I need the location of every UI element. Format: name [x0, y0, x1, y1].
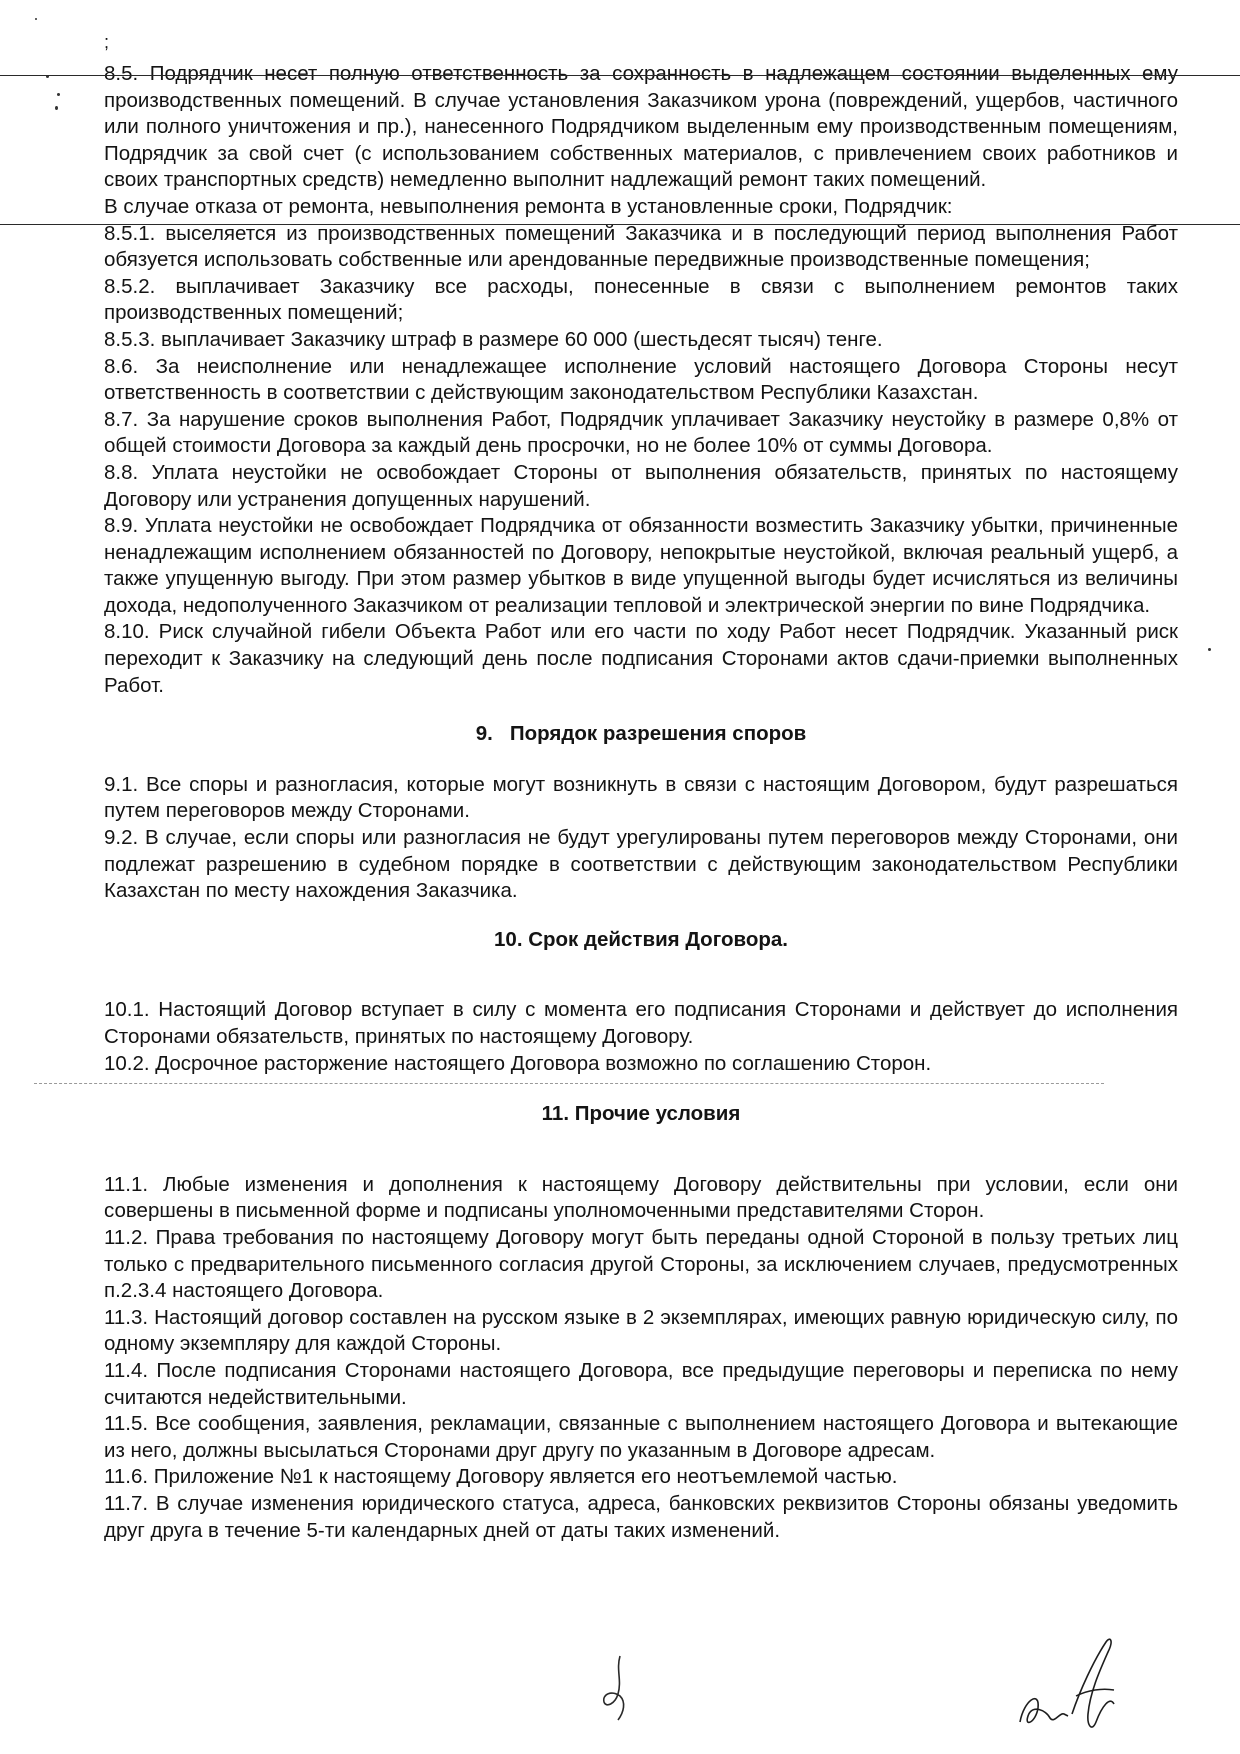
- clause-8-5-refusal: В случае отказа от ремонта, невыполнения ремонта в установленные сроки, Подрядчик:: [104, 194, 953, 218]
- clause-11-5: 11.5. Все сообщения, заявления, рекламации, связанные с выполнением настоящего Договора и вытекающие из него, должны высылаться Сторонами друг другу по указанным в Договоре адресам.: [104, 1412, 1178, 1462]
- separator: [104, 1077, 1178, 1087]
- scan-speck: [57, 93, 60, 96]
- clause-8-5-3: 8.5.3. выплачивает Заказчику штраф в размере 60 000 (шестьдесят тысяч) тенге.: [104, 327, 1178, 354]
- section-10-heading: 10. Срок действия Договора.: [494, 927, 788, 951]
- clause-9-1: 9.1. Все споры и разногласия, которые могут возникнуть в связи с настоящим Договором, будут разрешаться путем переговоров между Сторонами.: [104, 772, 1178, 823]
- top-mark: ;: [104, 32, 110, 52]
- scan-speck: [35, 18, 37, 20]
- section-9-heading: 9. Порядок разрешения споров: [475, 722, 807, 746]
- clause-10-2: 10.2. Досрочное расторжение настоящего Договора возможно по соглашению Сторон.: [104, 1051, 932, 1075]
- clause-9-2: 9.2. В случае, если споры или разногласия не будут урегулированы путем переговоров между Сторонами, они подлежат разрешению в судебном порядке в соответствии с действующим законодательством Республики Казахстан по месту нахождения Заказчика.: [104, 826, 1178, 903]
- clause-8-7: 8.7. За нарушение сроков выполнения Работ, Подрядчик уплачивает Заказчику неустойку в размере 0,8% от общей стоимости Договора за каждый день просрочки, но не более 10% от суммы Договора.: [104, 407, 1178, 458]
- clause-11-1: 11.1. Любые изменения и дополнения к настоящему Договору действительны при условии, если они совершены в письменной форме и подписаны уполномоченными представителями Сторон.: [104, 1172, 1178, 1223]
- clause-11-7: 11.7. В случае изменения юридического статуса, адреса, банковских реквизитов Стороны обязаны уведомить друг друга в течение 5-ти календарных дней от даты таких изменений.: [104, 1491, 1178, 1542]
- clause-11-3: 11.3. Настоящий договор составлен на русском языке в 2 экземплярах, имеющих равную юридическую силу, по одному экземпляру для каждой Стороны.: [104, 1305, 1178, 1356]
- clause-8-5-1: 8.5.1. выселяется из производственных помещений Заказчика и в последующий период выполнения Работ обязуется использовать собственные или арендованные передвижные производственные помещения;: [104, 221, 1178, 274]
- clause-8-5: 8.5. Подрядчик несет полную ответственность за сохранность в надлежащем состоянии выделенных ему производственных помещений. В случае установления Заказчиком урона (повреждений, ущербов, частичного или полного уничтожения и пр.), нанесенного Подрядчиком выделенным ему производственным помещениям, Подрядчик за свой счет (с использованием собственных материалов, с привлечением своих работников и своих транспортных средств) немедленно выполнит надлежащий ремонт таких помещений.: [104, 62, 1178, 192]
- contract-text: [104, 61, 1178, 1544]
- clause-10-1: 10.1. Настоящий Договор вступает в силу с момента его подписания Сторонами и действует до исполнения Сторонами обязательств, принятых по настоящему Договору.: [104, 998, 1178, 1048]
- clause-11-2: 11.2. Права требования по настоящему Договору могут быть переданы одной Стороной в пользу третьих лиц только с предварительного письменного согласия другой Стороны, за исключением случаев, предусмотренных п.2.3.4 настоящего Договора.: [104, 1225, 1178, 1303]
- clause-8-8: 8.8. Уплата неустойки не освобождает Стороны от выполнения обязательств, принятых по настоящему Договору или устранения допущенных нарушений.: [104, 460, 1178, 511]
- section-11-heading: 11. Прочие условия: [541, 1102, 741, 1126]
- clause-8-5-2: 8.5.2. выплачивает Заказчику все расходы, понесенные в связи с выполнением ремонтов таких производственных помещений;: [104, 274, 1178, 325]
- handwritten-mark: [598, 1650, 638, 1730]
- clause-8-9: 8.9. Уплата неустойки не освобождает Подрядчика от обязанности возместить Заказчику убытки, причиненные ненадлежащим исполнением обязанностей по Договору, непокрытые неустойкой, включая реальный ущерб, а также упущенную выгоду. При этом размер убытков в виде упущенной выгоды будет исчисляться из величины дохода, недополученного Заказчиком от реализации тепловой и электрической энергии по вине Подрядчика.: [104, 514, 1178, 617]
- clause-11-6: 11.6. Приложение №1 к настоящему Договору является его неотъемлемой частью.: [104, 1465, 898, 1489]
- scan-speck: [1208, 648, 1211, 651]
- clause-8-10: 8.10. Риск случайной гибели Объекта Работ или его части по ходу Работ несет Подрядчик. Указанный риск переходит к Заказчику на следующий день после подписания Сторонами актов сдачи-приемки выполненных Работ.: [104, 620, 1178, 697]
- scan-speck: [55, 106, 58, 110]
- clause-8-6: 8.6. За неисполнение или ненадлежащее исполнение условий настоящего Договора Стороны несут ответственность в соответствии с действующим законодательством Республики Казахстан.: [104, 354, 1178, 405]
- clause-11-4: 11.4. После подписания Сторонами настоящего Договора, все предыдущие переговоры и переписка по нему считаются недействительными.: [104, 1358, 1178, 1409]
- signature: [1010, 1630, 1130, 1740]
- dashed-rule: [34, 1083, 1104, 1084]
